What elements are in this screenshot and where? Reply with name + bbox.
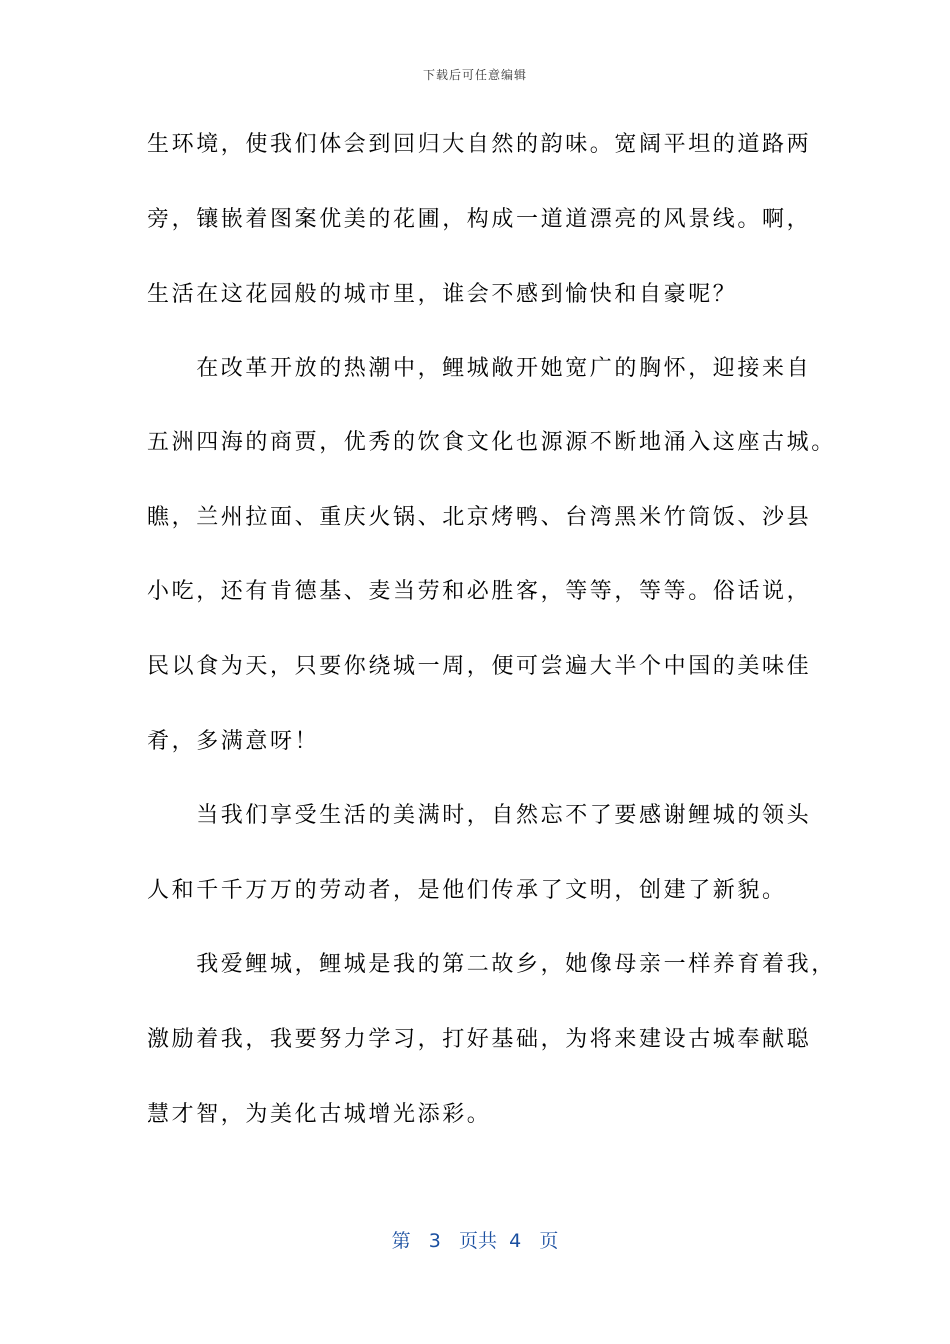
body-line-14: 慧才智，为美化古城增光添彩。 xyxy=(147,1102,492,1127)
body-line-8: 民以食为天，只要你绕城一周，便可尝遍大半个中国的美味佳 xyxy=(147,654,812,679)
body-line-12: 我爱鲤城，鲤城是我的第二故乡，她像母亲一样养育着我， xyxy=(147,952,836,977)
page-footer xyxy=(0,1226,950,1253)
body-line-2: 旁，镶嵌着图案优美的花圃，构成一道道漂亮的风景线。啊， xyxy=(147,207,812,232)
body-line-5: 五洲四海的商贾，优秀的饮食文化也源源不断地涌入这座古城。 xyxy=(147,430,836,455)
body-line-4: 在改革开放的热潮中，鲤城敞开她宽广的胸怀，迎接来自 xyxy=(147,356,812,381)
body-line-7: 小吃，还有肯德基、麦当劳和必胜客，等等，等等。俗话说， xyxy=(147,579,812,604)
footer-suffix: 页 xyxy=(539,1230,559,1252)
footer-total-pages: 4 xyxy=(509,1230,522,1252)
footer-prefix: 第 xyxy=(391,1230,411,1252)
body-line-3: 生活在这花园般的城市里，谁会不感到愉快和自豪呢？ xyxy=(147,282,738,307)
header-note: 下载后可任意编辑 xyxy=(422,68,527,82)
body-line-9: 肴，多满意呀！ xyxy=(147,729,320,754)
body-line-1: 生环境，使我们体会到回归大自然的韵味。宽阔平坦的道路两 xyxy=(147,132,812,157)
body-line-11: 人和千千万万的劳动者，是他们传承了文明，创建了新貌。 xyxy=(147,878,787,903)
footer-current-page: 3 xyxy=(428,1230,441,1252)
footer-middle: 页共 xyxy=(459,1230,498,1252)
body-line-10: 当我们享受生活的美满时，自然忘不了要感谢鲤城的领头 xyxy=(147,803,812,828)
body-line-13: 激励着我，我要努力学习，打好基础，为将来建设古城奉献聪 xyxy=(147,1027,812,1052)
body-line-6: 瞧，兰州拉面、重庆火锅、北京烤鸭、台湾黑米竹筒饭、沙县 xyxy=(147,505,812,530)
